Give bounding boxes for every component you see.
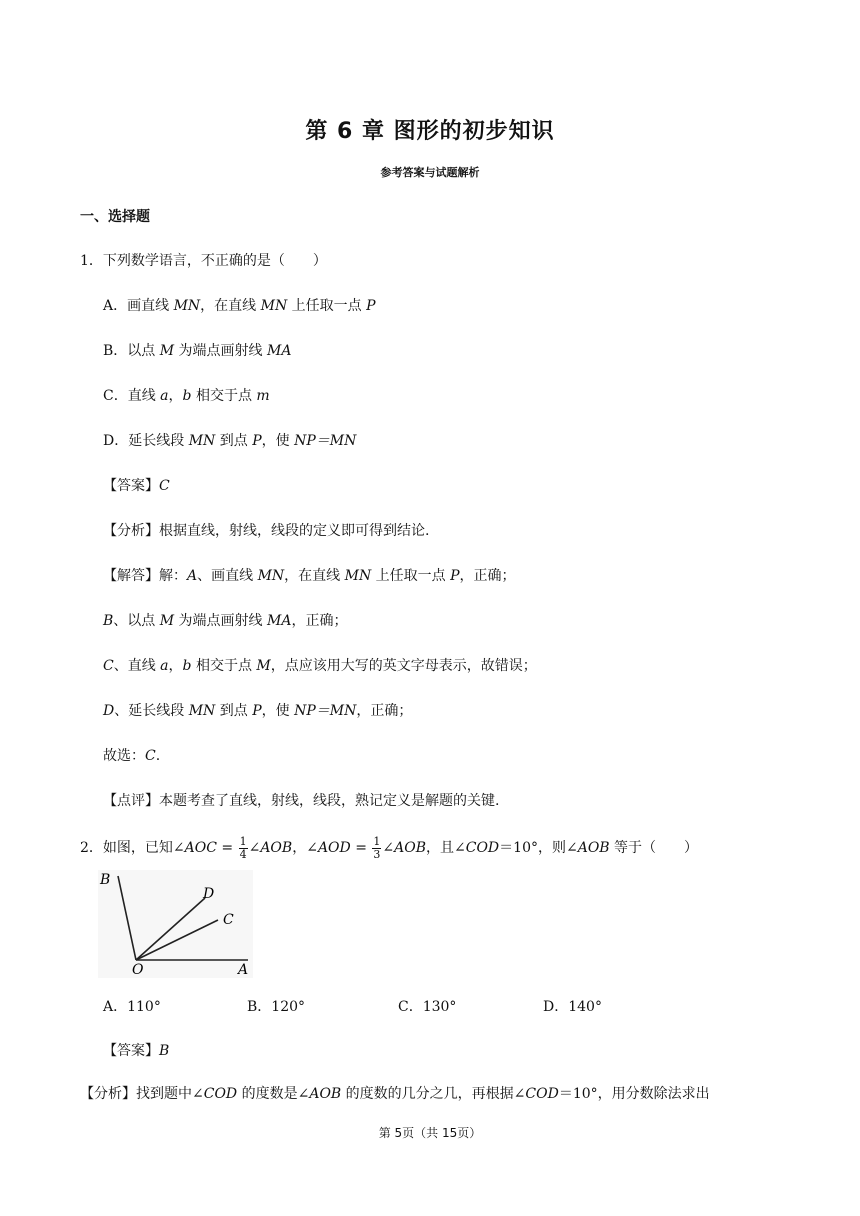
q1-comment: 【点评】本题考查了直线，射线，线段，熟记定义是解题的关键. — [103, 793, 500, 809]
fraction-one-quarter: $\frac{1}{4}$ — [239, 834, 247, 861]
q1-option-c: C．直线 a，b 相交于点 m — [103, 388, 270, 404]
page-title: 第 6 章 图形的初步知识 — [305, 119, 555, 144]
q1-solution-c: C、直线 a，b 相交于点 M，点应该用大写的英文字母表示，故错误； — [103, 658, 537, 674]
q2-stem: 2．如图，已知∠AOC = $\frac{1}{4}$ ∠AOB，∠AOD = $\frac{1}{3}$ ∠AOB，且∠COD＝10°，则∠AOB 等于（ ） — [80, 834, 699, 861]
fraction-one-third: $\frac{1}{3}$ — [373, 834, 381, 861]
q1-answer: 【答案】C — [103, 478, 170, 494]
q1-option-d: D．延长线段 MN 到点 P，使 NP＝MN — [103, 433, 357, 449]
q1-stem: 1．下列数学语言，不正确的是（ ） — [80, 253, 327, 269]
q1-option-b: B．以点 M 为端点画射线 MA — [103, 343, 292, 359]
section-heading: 一、选择题 — [80, 209, 150, 225]
q1-choice: 故选：C. — [103, 748, 161, 764]
q1-solution-b: B、以点 M 为端点画射线 MA，正确； — [103, 613, 348, 629]
q1-analysis: 【分析】根据直线，射线，线段的定义即可得到结论. — [103, 523, 430, 539]
label-d: D — [203, 886, 215, 902]
q2-option-b: B．120° — [247, 999, 306, 1015]
label-c: C — [223, 912, 234, 928]
q1-solution-a: 【解答】解：A、画直线 MN，在直线 MN 上任取一点 P，正确； — [103, 568, 516, 584]
q1-option-a: A．画直线 MN，在直线 MN 上任取一点 P — [103, 298, 376, 314]
q2-option-c: C．130° — [398, 999, 457, 1015]
q1-solution-d: D、延长线段 MN 到点 P，使 NP＝MN，正确； — [103, 703, 413, 719]
label-b: B — [100, 872, 111, 888]
page-footer: 第 5页（共 15页） — [378, 1126, 482, 1140]
q2-option-d: D．140° — [543, 999, 602, 1015]
page-subtitle: 参考答案与试题解析 — [380, 166, 480, 179]
q2-analysis: 【分析】找到题中∠COD 的度数是∠AOB 的度数的几分之几，再根据∠COD＝10°，用分数除法求出 — [80, 1086, 710, 1102]
label-o: O — [132, 962, 144, 978]
q2-answer: 【答案】B — [103, 1043, 170, 1059]
label-a: A — [238, 962, 249, 978]
q2-option-a: A．110° — [103, 999, 161, 1015]
angle-figure — [98, 870, 253, 978]
